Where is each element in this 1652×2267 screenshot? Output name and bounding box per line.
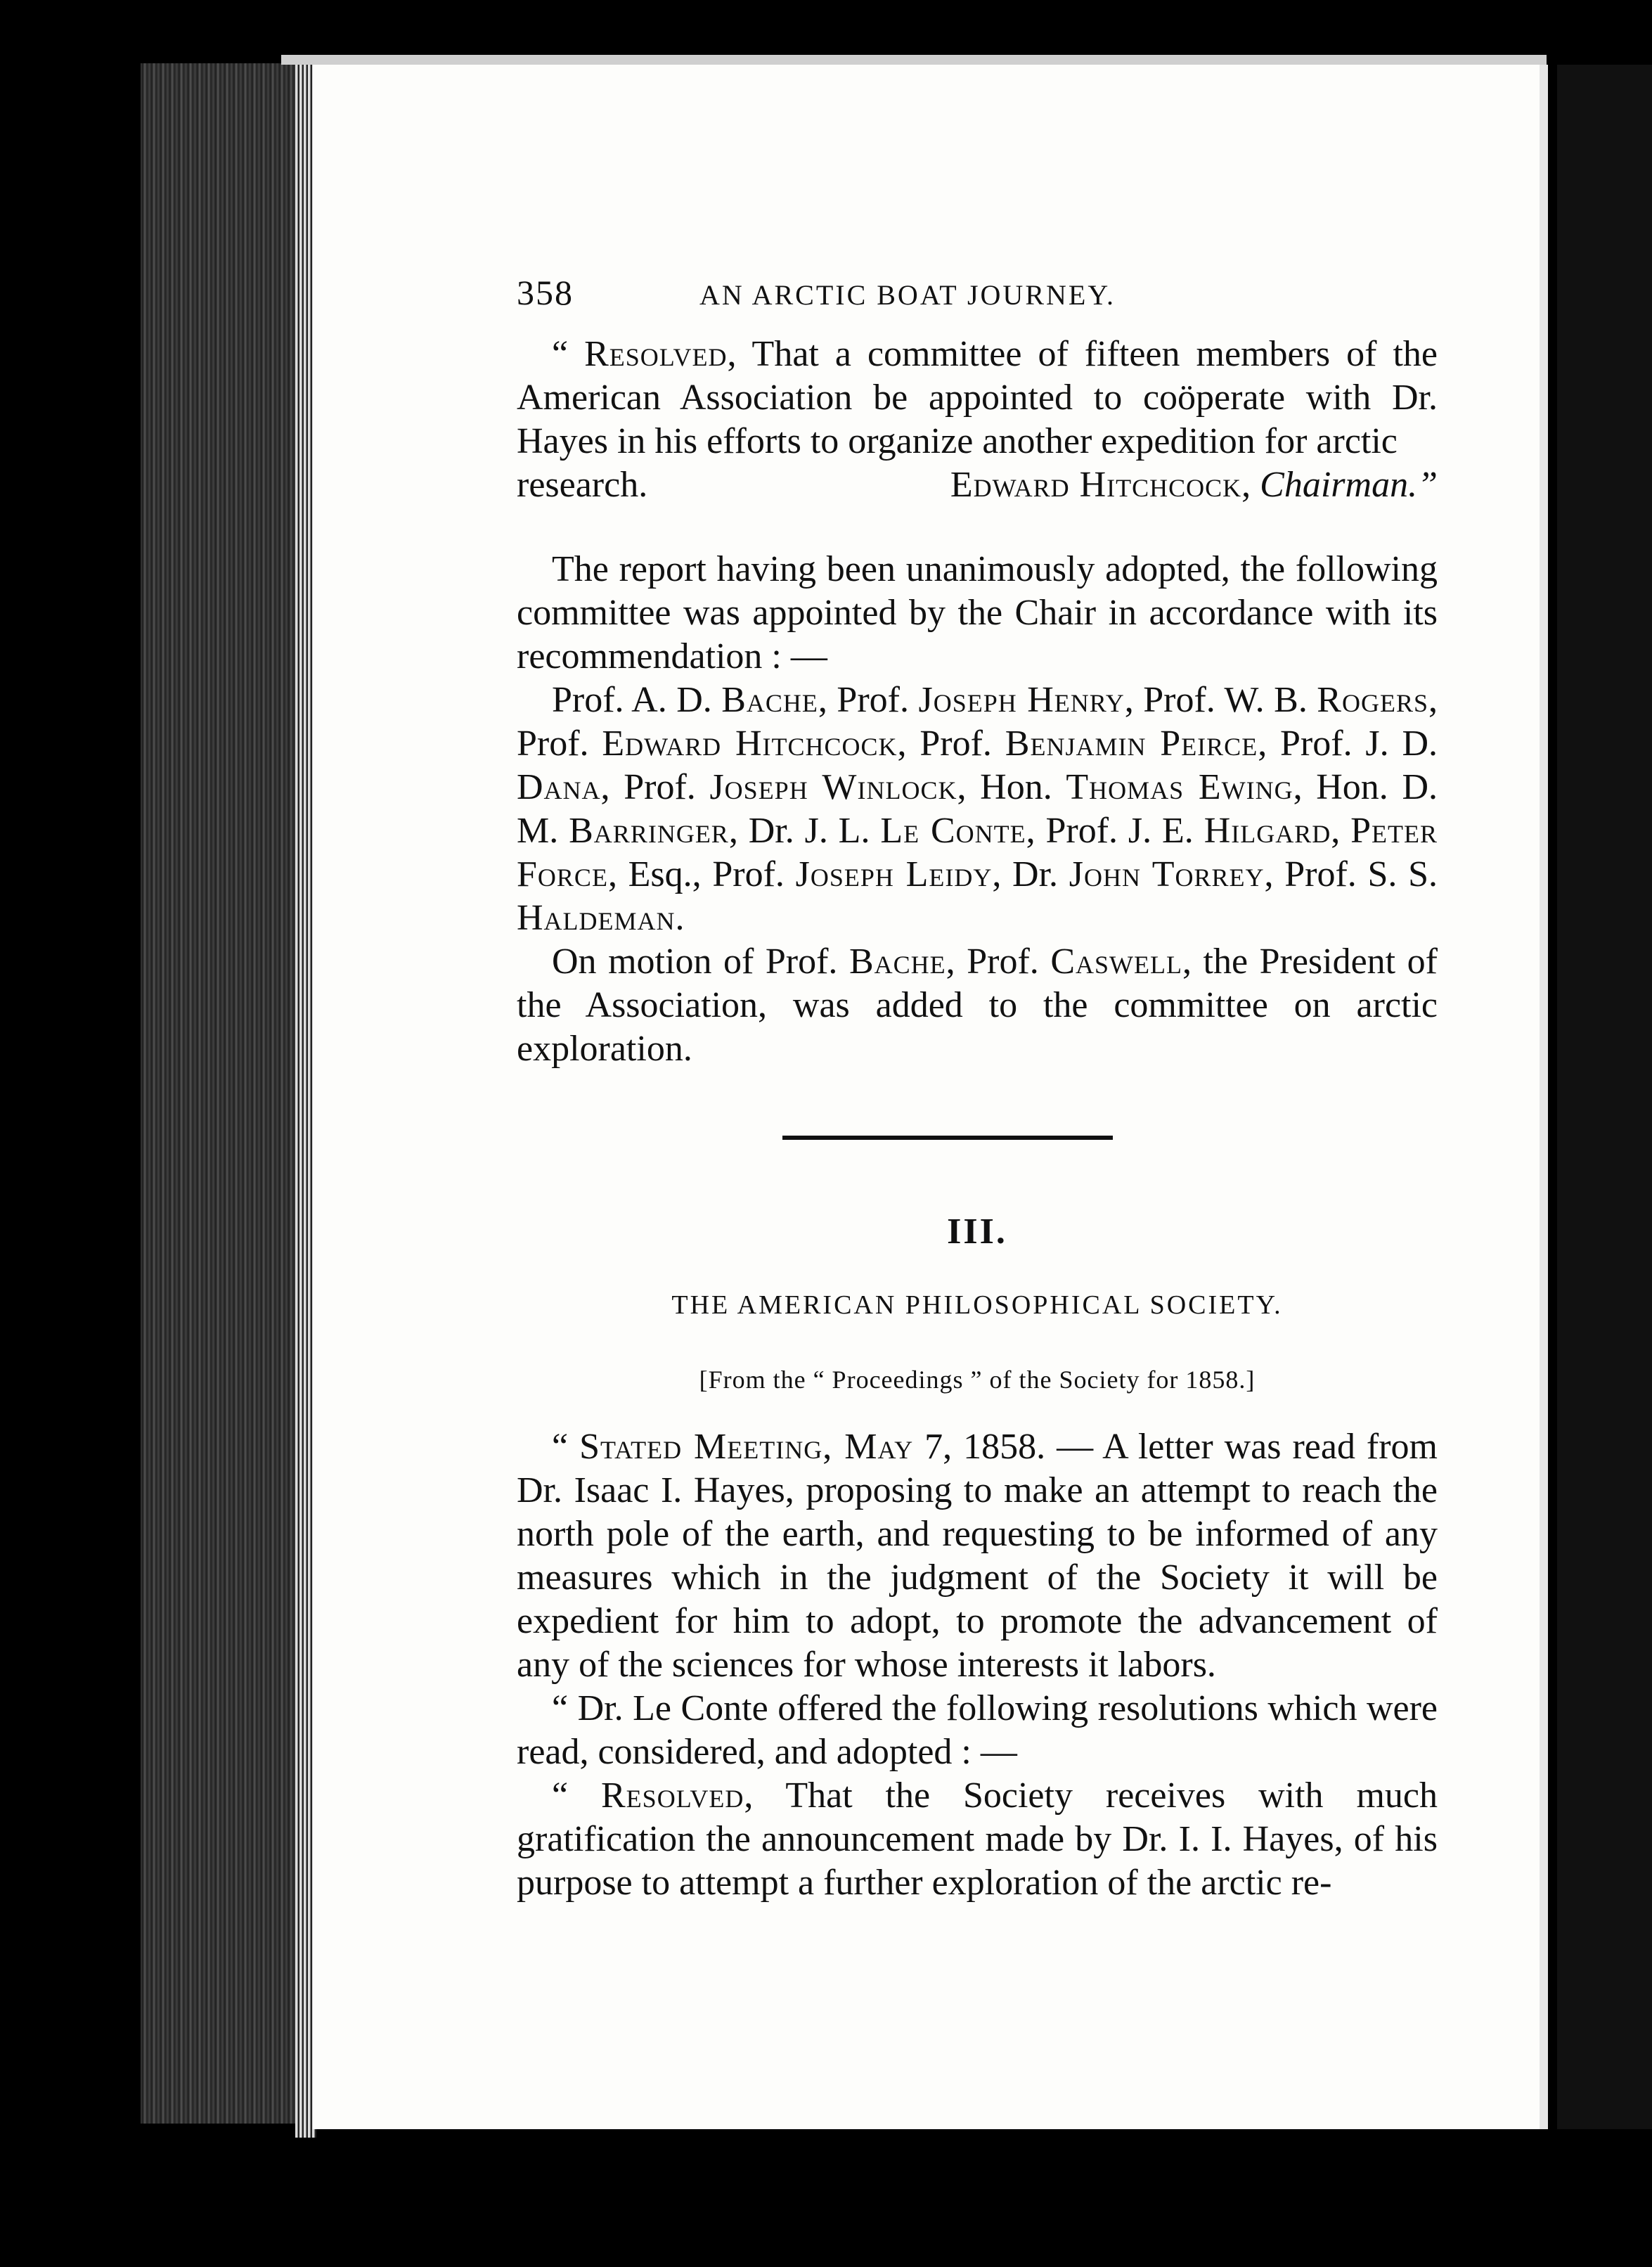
signer-name: Edward Hitchcock — [950, 465, 1242, 505]
committee-member-name: Barringer — [569, 811, 729, 851]
committee-member-title: Prof. — [624, 767, 710, 807]
committee-member-name: Joseph Winlock — [709, 767, 957, 807]
page-right-edge — [1540, 65, 1548, 2129]
motion-paragraph — [517, 940, 1438, 1071]
section-divider — [782, 1136, 1113, 1140]
motion-mid: , Prof. — [946, 942, 1051, 982]
source-note: [From the “ Proceedings ” of the Society for 1858.] — [699, 1366, 1256, 1394]
committee-member-title: Prof. S. S. — [1284, 854, 1438, 894]
committee-member-name: Joseph Henry — [918, 680, 1125, 720]
committee-member-separator: , — [897, 724, 920, 764]
signer-title: Chairman.” — [1260, 465, 1438, 505]
committee-member-title: Prof. — [919, 724, 1005, 764]
committee-member-separator: , Esq., — [607, 854, 713, 894]
resolution-2-text: , That the Society receives with much gratification the announcement made by Dr. I. I. Hayes, of his purpose to attempt a further exploration of the arctic re- — [517, 1775, 1438, 1903]
committee-list — [517, 679, 1438, 940]
committee-member-name: Le Conte — [880, 811, 1026, 851]
committee-member-name: Edward Hitchcock — [602, 724, 898, 764]
committee-member-title: Dr. J. L. — [748, 811, 881, 851]
page-number: 358 — [517, 273, 574, 312]
resolution-text: , That a committee of fifteen members of the American Association be appointed to coöperate with Dr. Hayes in his efforts to organize another expedition for arctic — [517, 334, 1438, 461]
section-title: THE AMERICAN PHILOSOPHICAL SOCIETY. — [671, 1290, 1283, 1320]
page-top-edge — [281, 55, 1547, 65]
stated-meeting-lead: Stated Meeting, May — [579, 1427, 914, 1467]
motion-post: , the President of the Association, was added to the committee on arctic exploration. — [517, 942, 1438, 1069]
committee-member-title: Prof. — [712, 854, 796, 894]
section-number: III. — [947, 1212, 1007, 1252]
committee-member-separator: , — [1293, 767, 1317, 807]
committee-member-name: Peter Force — [517, 811, 1438, 894]
le-conte-paragraph: “ Dr. Le Conte offered the following resolutions which were read, considered, and adopted : — — [517, 1688, 1438, 1772]
motion-name-bache: Bache — [848, 942, 946, 982]
committee-member-title: Prof. A. D. — [552, 680, 722, 720]
committee-member-title: Dr. — [1012, 854, 1069, 894]
committee-member-title: Prof. W. B. — [1143, 680, 1317, 720]
stated-meeting-text: 7, 1858. — A letter was read from Dr. Isaac I. Hayes, proposing to make an attempt to reach the north pole of the earth, and requesting to be informed of any measures which in the judgment of the Society it will be expedient for him to adopt, to promote the advancement of any of the sciences for whose interests it labors. — [517, 1427, 1438, 1685]
resolved-lead: Resolved — [584, 334, 728, 374]
committee-member-separator: , — [1258, 724, 1281, 764]
open-quote: “ — [552, 1775, 601, 1816]
report-paragraph: The report having been unanimously adopted, the following committee was appointed by the Chair in accordance with its recommendation : — — [517, 549, 1438, 676]
page-text — [517, 271, 1438, 1905]
committee-member-separator: , — [818, 680, 837, 720]
resolution-paragraph — [517, 333, 1438, 463]
committee-member-name: Dana — [517, 767, 601, 807]
book-spine-shadow — [141, 63, 316, 2124]
committee-member-separator: , — [728, 811, 749, 851]
committee-member-title: Hon. — [980, 767, 1066, 807]
resolution-last-word: research. — [517, 465, 648, 505]
open-quote: “ — [552, 334, 585, 374]
resolved-lead-2: Resolved — [601, 1775, 744, 1816]
committee-member-title: Prof. J. E. — [1045, 811, 1204, 851]
stated-meeting-paragraph — [517, 1425, 1438, 1687]
committee-member-separator: , — [1264, 854, 1285, 894]
committee-member-separator: , — [1331, 811, 1351, 851]
committee-member-title: Prof. — [837, 680, 919, 720]
committee-member-name: Haldeman — [517, 898, 676, 938]
committee-member-name: Bache — [721, 680, 818, 720]
running-title: AN ARCTIC BOAT JOURNEY. — [699, 279, 1116, 311]
committee-member-name: Benjamin Peirce — [1005, 724, 1258, 764]
motion-name-caswell: Caswell — [1050, 942, 1182, 982]
committee-member-separator: , — [1428, 680, 1438, 720]
open-quote: “ — [552, 1427, 580, 1467]
committee-member-separator: , — [957, 767, 981, 807]
committee-member-name: Rogers — [1317, 680, 1428, 720]
motion-pre: On motion of Prof. — [552, 942, 849, 982]
committee-member-separator: , — [1026, 811, 1046, 851]
committee-member-name: Hilgard — [1203, 811, 1331, 851]
committee-member-title: Prof. J. D. — [1280, 724, 1438, 764]
committee-member-title: Prof. — [517, 724, 602, 764]
committee-member-name: Thomas Ewing — [1066, 767, 1293, 807]
committee-member-name: John Torrey — [1069, 854, 1265, 894]
committee-member-separator: . — [675, 898, 685, 938]
committee-member-title: Hon. D. M. — [517, 767, 1438, 851]
committee-member-separator: , — [1124, 680, 1144, 720]
signature-line — [517, 463, 1438, 507]
resolution-2-paragraph — [517, 1774, 1438, 1905]
running-head — [517, 271, 1438, 317]
committee-member-separator: , — [992, 854, 1013, 894]
committee-member-separator: , — [600, 767, 624, 807]
scan-background — [1557, 65, 1652, 2129]
signature: Edward Hitchcock, Chairman.” — [950, 465, 1438, 505]
committee-member-name: Joseph Leidy — [795, 854, 993, 894]
